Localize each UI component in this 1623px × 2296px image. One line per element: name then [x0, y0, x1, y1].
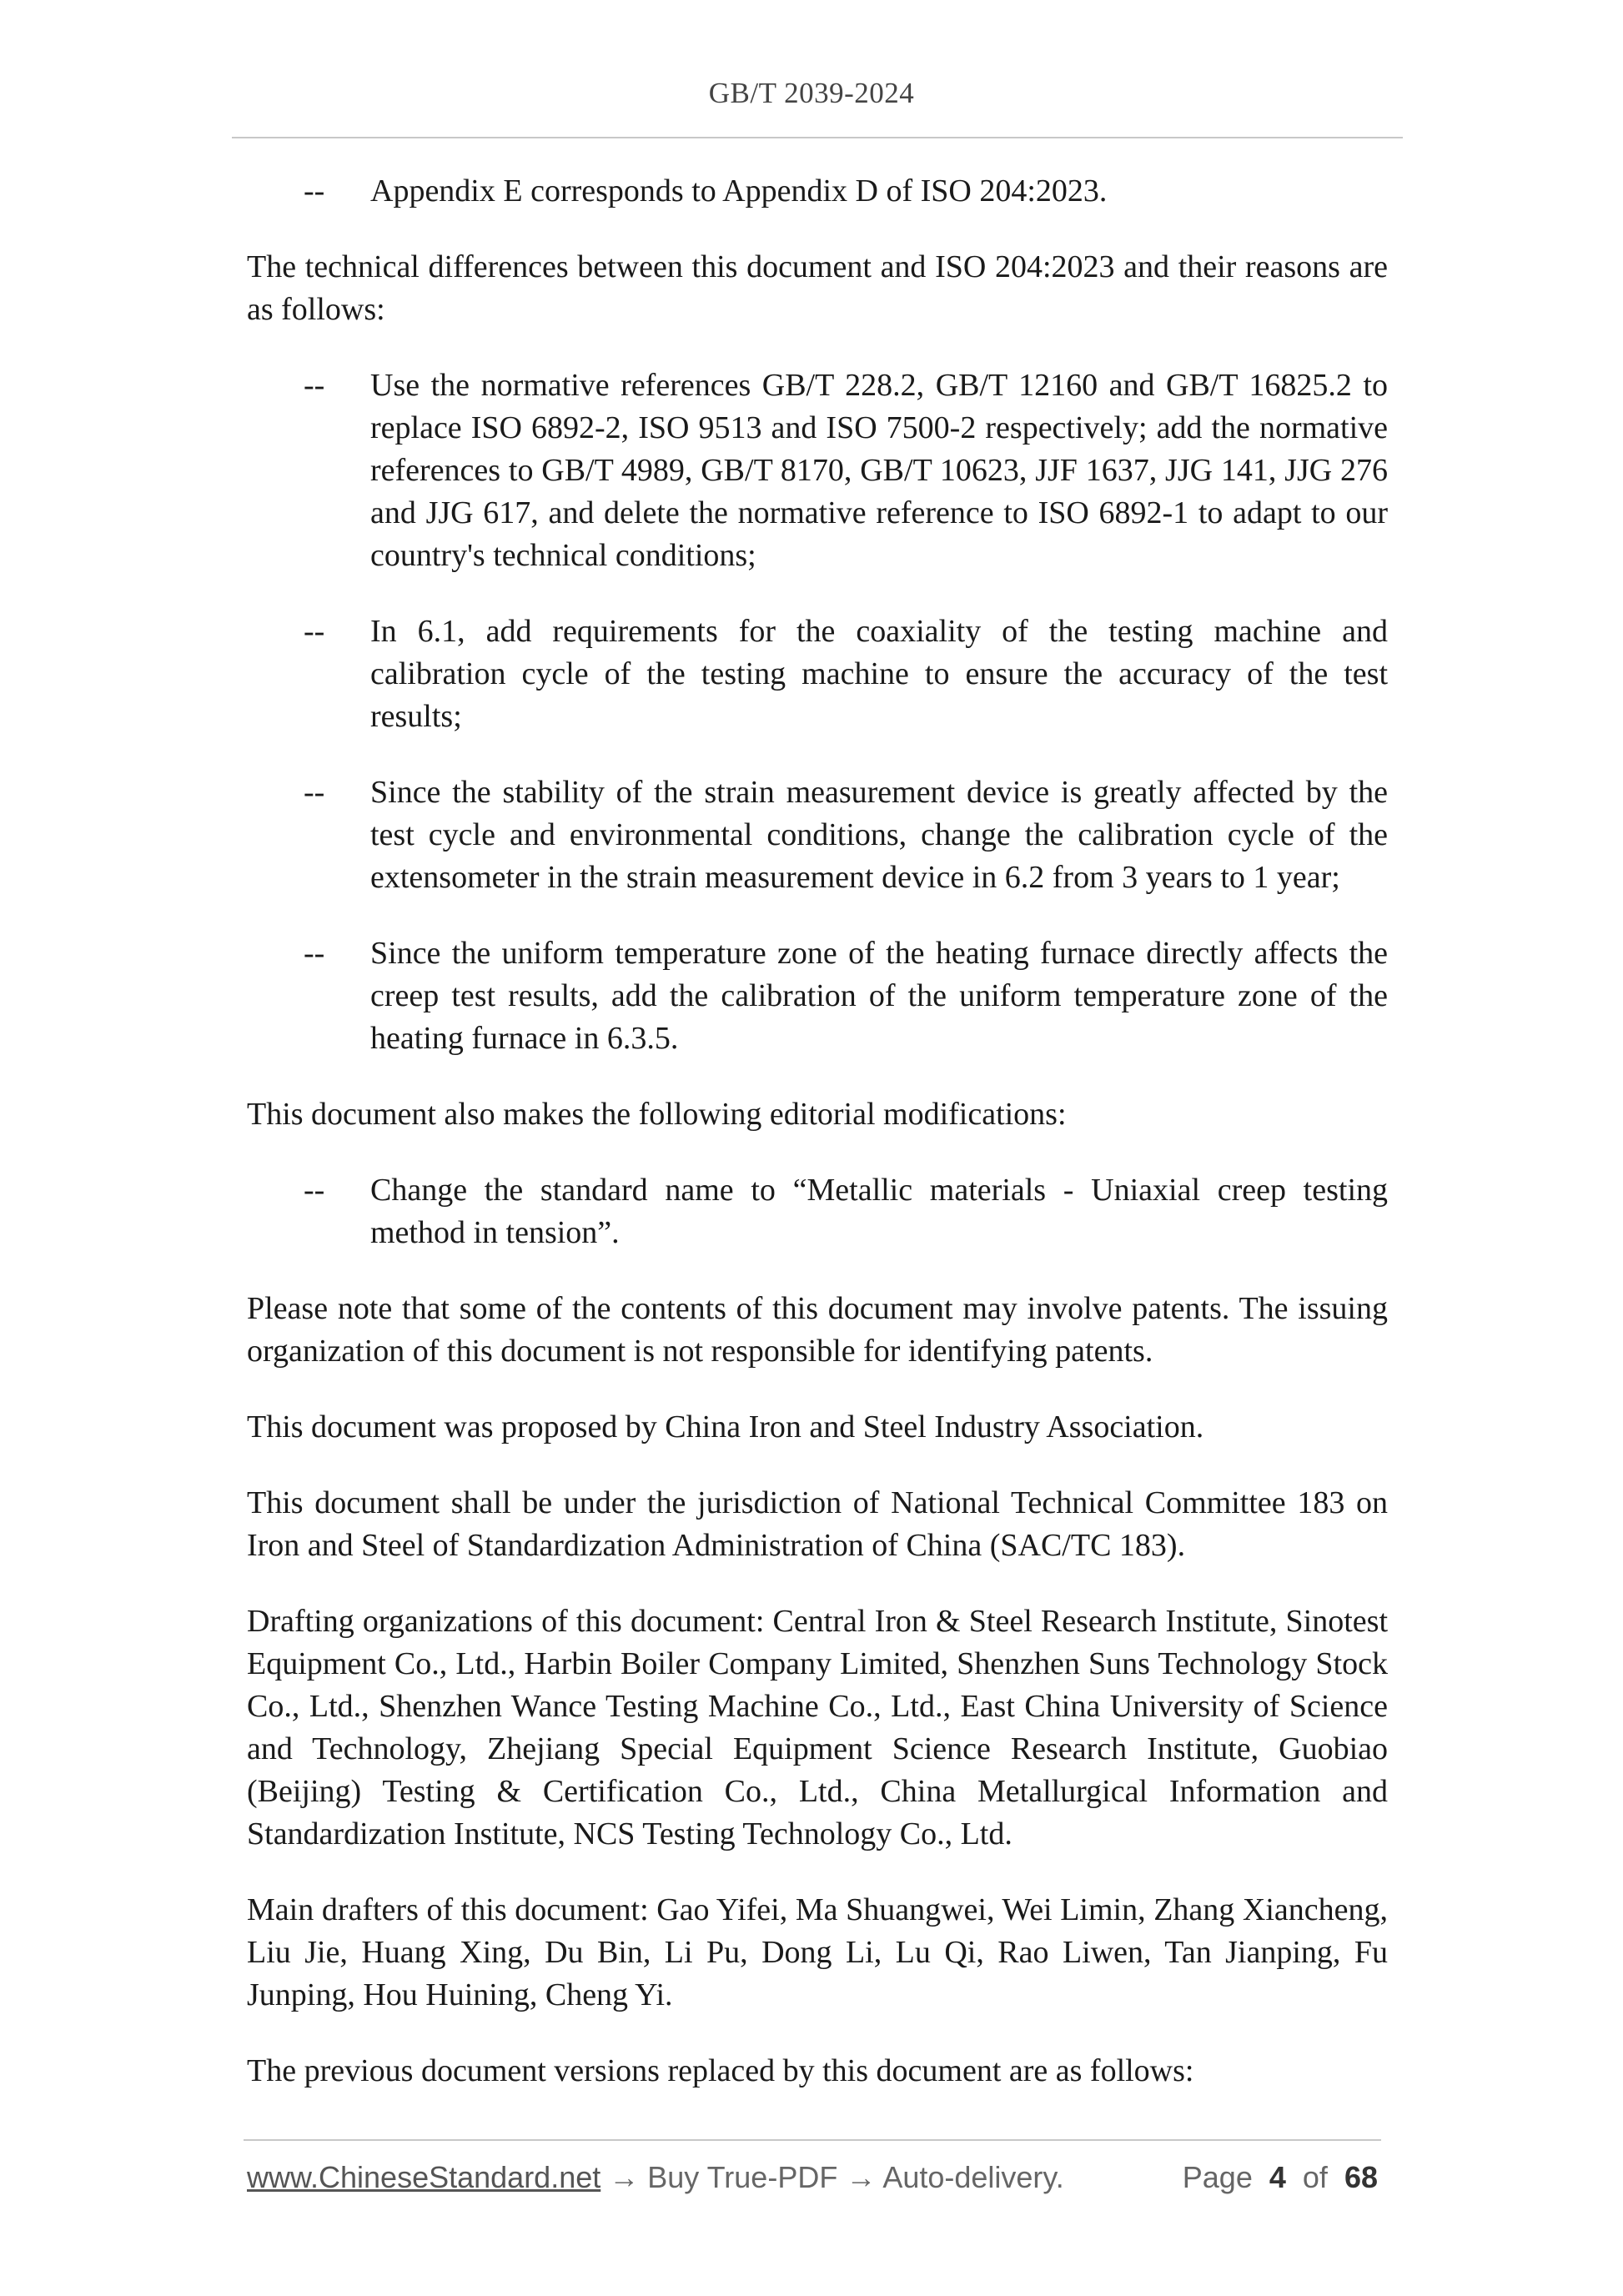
footer-divider — [244, 2139, 1381, 2141]
list-item-text: Use the normative references GB/T 228.2, GB/T 12160 and GB/T 16825.2 to replace ISO 6892-2, ISO 9513 and ISO 7500-2 respectively; add the normative references to GB/T 4989, GB/T 8170, GB/T 10623, JJF 1637, JJG 141, JJG 276 and JJG 617, and delete the normative reference to ISO 6892-1 to adapt to our country's technical conditions; — [370, 368, 1388, 573]
footer-promo-text: → Buy True-PDF → Auto-delivery. — [600, 2160, 1064, 2194]
list-item-text: Since the stability of the strain measurement device is greatly affected by the test cycle and environmental conditions, change the calibration cycle of the extensometer in the strain measurement device in 6.2 from 3 years to 1 year; — [370, 775, 1388, 895]
page-of-label: of — [1302, 2160, 1328, 2194]
bullet-dash: -- — [304, 1173, 325, 1208]
paragraph: The previous document versions replaced by this document are as follows: — [247, 2053, 1194, 2088]
paragraph: This document also makes the following editorial modifications: — [247, 1097, 1067, 1132]
document-body — [247, 170, 1388, 2126]
paragraph: Drafting organizations of this document: Central Iron & Steel Research Institute, Sinotest Equipment Co., Ltd., Harbin Boiler Company Limited, Shenzhen Suns Technology Stock Co., Ltd., Shenzhen Wance Testing Machine Co., Ltd., East China University of Science and Technology, Zhejiang Special Equipment Science Research Institute, Guobiao (Beijing) Testing & Certification Co., Ltd., China Metallurgical Information and Standardization Institute, NCS Testing Technology Co., Ltd. — [247, 1604, 1388, 1851]
list-item-text: Appendix E corresponds to Appendix D of ISO 204:2023. — [370, 173, 1108, 208]
list-item — [247, 170, 1388, 213]
bullet-dash: -- — [304, 936, 325, 971]
bullet-dash: -- — [304, 173, 325, 208]
list-item-text: Change the standard name to “Metallic materials - Uniaxial creep testing method in tension”. — [370, 1173, 1388, 1250]
page-header: GB/T 2039-2024 — [708, 77, 915, 109]
list-item — [247, 364, 1388, 577]
paragraph: This document was proposed by China Iron and Steel Industry Association. — [247, 1409, 1204, 1444]
bullet-dash: -- — [304, 775, 325, 810]
list-item-text: In 6.1, add requirements for the coaxiality of the testing machine and calibration cycle of the testing machine to ensure the accuracy of the test results; — [370, 614, 1388, 734]
list-item — [247, 771, 1388, 899]
paragraph: Main drafters of this document: Gao Yifei, Ma Shuangwei, Wei Limin, Zhang Xiancheng, Liu Jie, Huang Xing, Du Bin, Li Pu, Dong Li, Lu Qi, Rao Liwen, Tan Jianping, Fu Junping, Hou Huining, Cheng Yi. — [247, 1892, 1388, 2012]
page-footer — [247, 2160, 1378, 2195]
paragraph: This document shall be under the jurisdiction of National Technical Committee 183 on Iron and Steel of Standardization Administration of China (SAC/TC 183). — [247, 1485, 1388, 1563]
list-item — [247, 1169, 1388, 1254]
page-indicator — [1183, 2160, 1378, 2195]
list-item — [247, 932, 1388, 1060]
bullet-dash: -- — [304, 614, 325, 649]
list-item-text: Since the uniform temperature zone of the heating furnace directly affects the creep test results, add the calibration of the uniform temperature zone of the heating furnace in 6.3.5. — [370, 936, 1388, 1056]
paragraph: Please note that some of the contents of this document may involve patents. The issuing organization of this document is not responsible for identifying patents. — [247, 1291, 1388, 1369]
paragraph: The technical differences between this document and ISO 204:2023 and their reasons are as follows: — [247, 249, 1388, 327]
total-pages: 68 — [1344, 2160, 1378, 2194]
header-divider — [232, 137, 1403, 138]
page-label: Page — [1182, 2160, 1253, 2194]
list-item — [247, 610, 1388, 738]
website-link[interactable]: www.ChineseStandard.net — [247, 2160, 601, 2194]
bullet-dash: -- — [304, 368, 325, 403]
current-page: 4 — [1269, 2160, 1286, 2194]
footer-promo — [247, 2160, 1064, 2195]
